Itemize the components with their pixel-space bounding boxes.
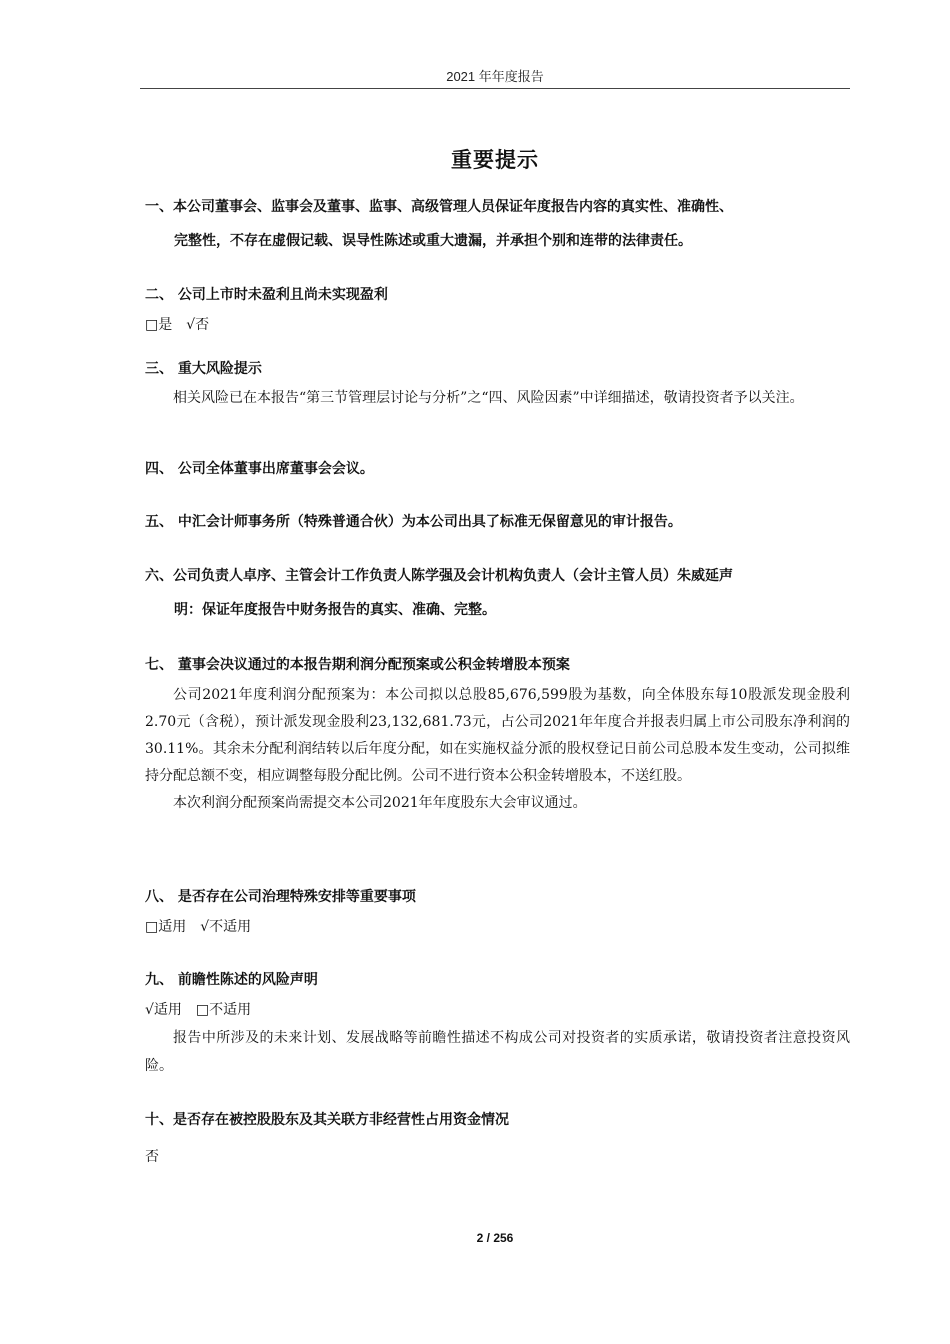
page-number: 2 / 256 xyxy=(476,1231,514,1245)
section-2 xyxy=(145,278,850,339)
section-8-heading: 八、 是否存在公司治理特殊安排等重要事项 xyxy=(145,889,416,905)
section-1 xyxy=(145,190,850,258)
section-6-line1: 六、公司负责人卓序、主管会计工作负责人陈学强及会计机构负责人（会计主管人员）朱威延声 xyxy=(145,568,733,584)
section-1-line1: 一、本公司董事会、监事会及董事、监事、高级管理人员保证年度报告内容的真实性、准确性、 xyxy=(145,199,733,215)
section-6 xyxy=(145,559,850,627)
section-6-heading xyxy=(145,559,850,627)
section-9-heading: 九、 前瞻性陈述的风险声明 xyxy=(145,972,318,988)
option-applicable: √适用 xyxy=(145,1002,182,1018)
section-6-line2: 明：保证年度报告中财务报告的真实、准确、完整。 xyxy=(174,602,496,618)
section-9 xyxy=(145,963,850,1080)
option-no: √否 xyxy=(186,317,210,333)
option-yes: □是 xyxy=(145,317,173,333)
section-10-heading: 十、是否存在被控股股东及其关联方非经营性占用资金情况 xyxy=(145,1112,509,1128)
section-5 xyxy=(145,505,850,539)
section-9-options xyxy=(145,997,850,1024)
section-7-body-1: 公司2021年度利润分配预案为：本公司拟以总股85,676,599股为基数，向全体股东每10股派发现金股利2.70元（含税），预计派发现金股利23,132,681.73元，占公司2021年年度合并报表归属上市公司股东净利润的30.11%。其余未分配利润结转以后年度分配，如在实施权益分派的股权登记日前公司总股本发生变动，公司拟维持分配总额不变，相应调整每股分配比例。公司不进行资本公积金转增股本，不送红股。 xyxy=(145,687,850,784)
section-1-line2: 完整性，不存在虚假记载、误导性陈述或重大遗漏，并承担个别和连带的法律责任。 xyxy=(174,233,692,249)
section-1-heading xyxy=(145,190,850,258)
section-9-body: 报告中所涉及的未来计划、发展战略等前瞻性描述不构成公司对投资者的实质承诺，敬请投资者注意投资风险。 xyxy=(145,1030,850,1074)
option-not-applicable: √不适用 xyxy=(200,919,252,935)
section-8-options xyxy=(145,914,850,941)
section-3 xyxy=(145,352,850,411)
section-10-answer: 否 xyxy=(145,1149,159,1165)
section-4 xyxy=(145,452,850,486)
section-8 xyxy=(145,880,850,941)
section-7-heading: 七、 董事会决议通过的本报告期利润分配预案或公积金转增股本预案 xyxy=(145,657,570,673)
section-3-heading: 三、 重大风险提示 xyxy=(145,361,262,377)
section-7 xyxy=(145,648,850,817)
section-5-heading: 五、 中汇会计师事务所（特殊普通合伙）为本公司出具了标准无保留意见的审计报告。 xyxy=(145,514,682,530)
section-3-body: 相关风险已在本报告“第三节管理层讨论与分析”之“四、风险因素”中详细描述，敬请投资者予以关注。 xyxy=(173,390,804,406)
section-2-heading: 二、 公司上市时未盈利且尚未实现盈利 xyxy=(145,287,388,303)
header-rule xyxy=(140,88,850,89)
option-not-applicable: □不适用 xyxy=(195,1002,252,1018)
section-4-heading: 四、 公司全体董事出席董事会会议。 xyxy=(145,461,374,477)
option-applicable: □适用 xyxy=(145,919,187,935)
running-header: 2021 年年度报告 xyxy=(446,69,544,84)
section-2-options xyxy=(145,312,850,339)
section-7-body-2: 本次利润分配预案尚需提交本公司2021年年度股东大会审议通过。 xyxy=(173,795,587,811)
section-10 xyxy=(145,1103,850,1177)
page-title: 重要提示 xyxy=(451,148,539,172)
